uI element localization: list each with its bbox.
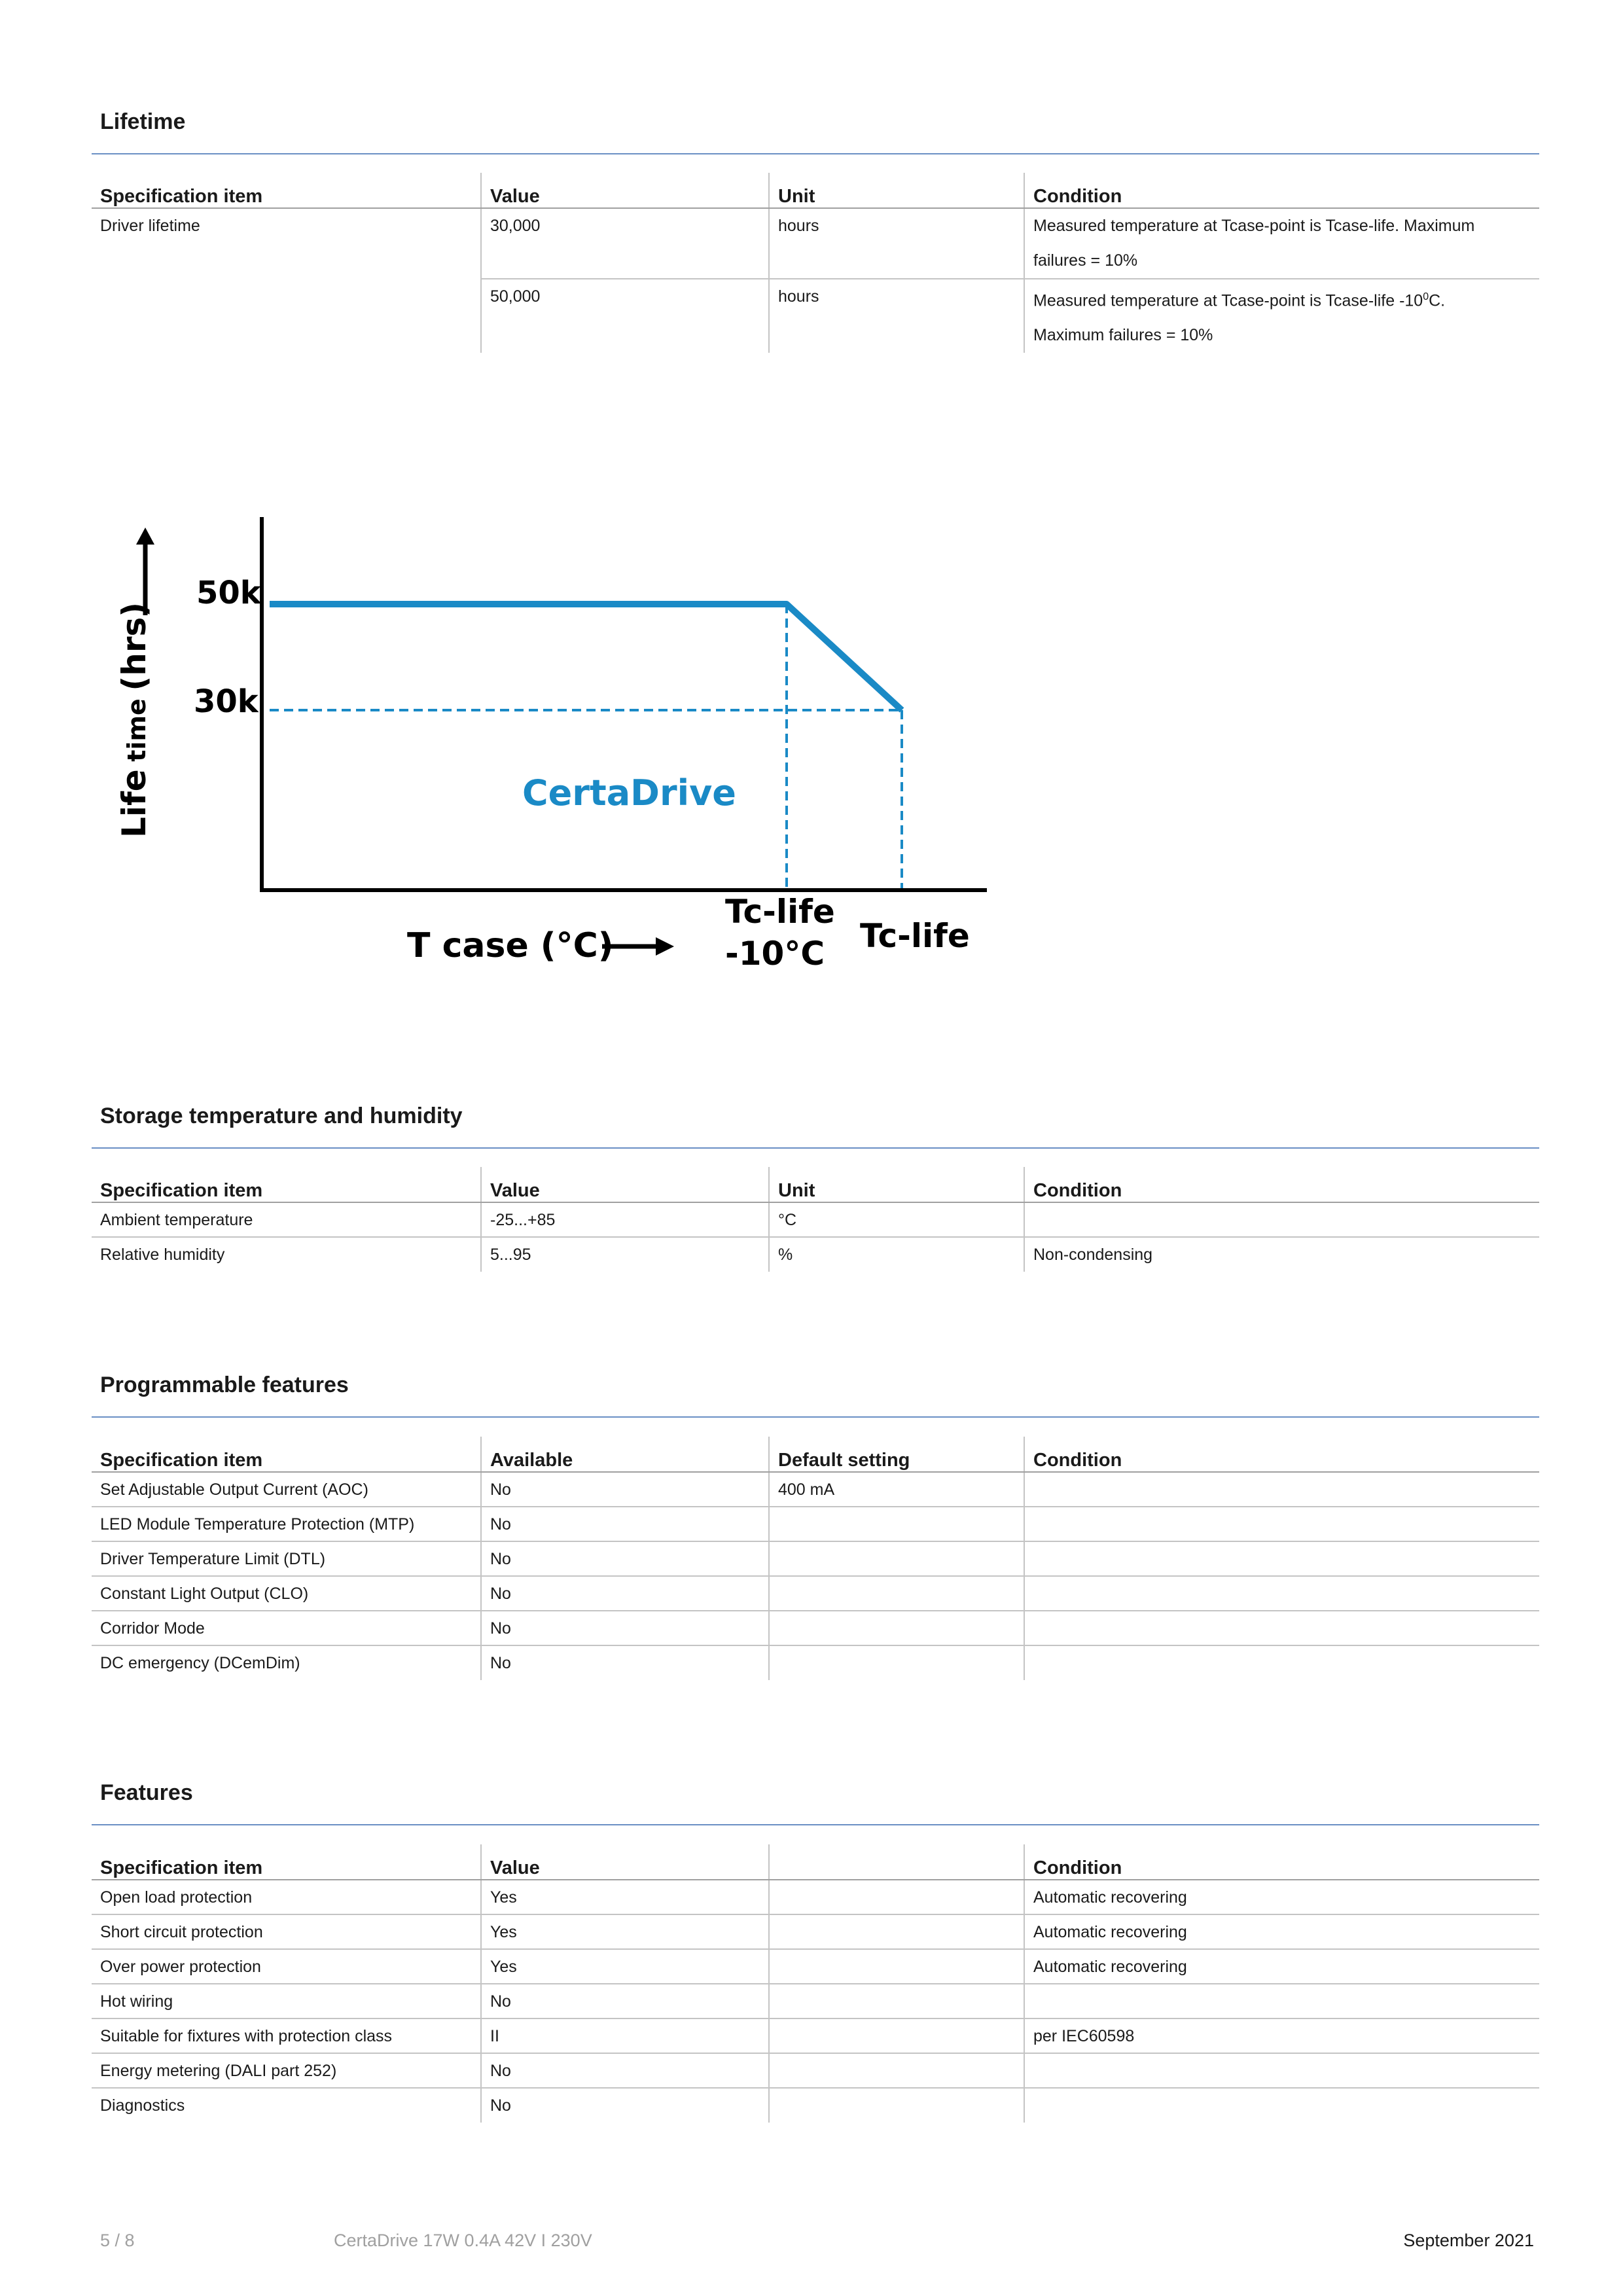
y-tick-label: 30k — [194, 683, 259, 720]
header-default: Default setting — [769, 1437, 1024, 1472]
cell-condition — [1024, 2053, 1539, 2088]
cell-extra — [769, 1949, 1024, 1984]
cell-extra — [769, 2018, 1024, 2053]
cell-value-text: 50,000 — [490, 287, 541, 306]
x-tick-label: -10°C — [725, 935, 825, 973]
condition-text: Measured temperature at Tcase-point is Tcase-life -10 — [1033, 291, 1423, 310]
table-header-row — [92, 1844, 1539, 1880]
cell-condition — [1024, 208, 1539, 279]
y-label-main: Life — [115, 769, 153, 838]
cell-unit — [769, 208, 1024, 279]
y-axis-label — [115, 602, 153, 838]
condition-line: failures = 10% — [1033, 251, 1138, 270]
table-row — [92, 1472, 1539, 1507]
page-number: 5 / 8 — [100, 2231, 135, 2250]
publication-date: September 2021 — [1403, 2231, 1534, 2250]
lifetime-table — [92, 173, 1539, 353]
table-row — [92, 1880, 1539, 1914]
cell-value: No — [481, 1472, 769, 1507]
table-row — [92, 1645, 1539, 1680]
cell-item: Relative humidity — [100, 1246, 225, 1264]
cell-default — [769, 1576, 1024, 1611]
table-row — [92, 2018, 1539, 2053]
cell-extra — [769, 1880, 1024, 1914]
cell-condition — [1024, 1984, 1539, 2018]
condition-text: C. — [1429, 291, 1446, 310]
table-row — [92, 1237, 1539, 1272]
cell-value: Yes — [481, 1880, 769, 1914]
superscript: 0 — [1423, 291, 1429, 302]
header-value: Value — [481, 1844, 769, 1880]
brand-label: CertaDrive — [522, 772, 736, 814]
cell-default — [769, 1645, 1024, 1680]
cell-value: No — [481, 1576, 769, 1611]
header-spec-item: Specification item — [92, 1844, 481, 1880]
cell-value: II — [481, 2018, 769, 2053]
cell-condition — [1024, 1541, 1539, 1576]
header-condition: Condition — [1024, 1844, 1539, 1880]
cell-condition — [1024, 1576, 1539, 1611]
cell-value — [481, 208, 769, 279]
svg-text:Life time (hrs) — [115, 602, 153, 838]
cell-item: Corridor Mode — [92, 1611, 481, 1645]
cell-item: Hot wiring — [92, 1984, 481, 2018]
cell-item — [92, 279, 481, 353]
cell-condition: Automatic recovering — [1024, 1880, 1539, 1914]
cell-item: Diagnostics — [100, 2096, 185, 2115]
header-empty — [769, 1844, 1024, 1880]
table-header-row — [92, 1167, 1539, 1202]
table-row — [92, 1202, 1539, 1237]
y-tick-label: 50k — [196, 575, 261, 611]
cell-value: No — [481, 1645, 769, 1680]
cell-default: 400 mA — [769, 1472, 1024, 1507]
cell-item: Constant Light Output (CLO) — [92, 1576, 481, 1611]
table-row — [92, 1507, 1539, 1541]
cell-item-text: Driver lifetime — [100, 217, 200, 235]
cell-item: Energy metering (DALI part 252) — [92, 2053, 481, 2088]
y-label-small: time — [122, 698, 151, 762]
cell-condition — [1024, 1507, 1539, 1541]
table-row — [92, 1914, 1539, 1949]
header-spec-item: Specification item — [92, 1437, 481, 1472]
header-condition: Condition — [1024, 173, 1539, 208]
cell-value: No — [481, 1507, 769, 1541]
cell-condition: Non-condensing — [1024, 1237, 1539, 1272]
product-name: CertaDrive 17W 0.4A 42V I 230V — [334, 2231, 592, 2250]
table-row — [92, 2053, 1539, 2088]
cell-extra — [769, 2053, 1024, 2088]
series-line — [270, 604, 902, 710]
cell-condition — [1024, 1472, 1539, 1507]
y-label-arrow-head — [136, 528, 154, 545]
cell-condition — [1024, 1202, 1539, 1237]
condition-line: Measured temperature at Tcase-point is Tcase-life. Maximum — [1033, 217, 1475, 235]
cell-value — [481, 279, 769, 353]
header-condition: Condition — [1024, 1437, 1539, 1472]
cell-condition — [1024, 279, 1539, 353]
cell-value: No — [481, 1611, 769, 1645]
cell-unit: °C — [769, 1202, 1024, 1237]
cell-value: No — [481, 2088, 769, 2123]
features-table — [92, 1844, 1539, 2123]
cell-item: DC emergency (DCemDim) — [100, 1654, 300, 1672]
section-rule — [92, 1416, 1539, 1418]
table-row — [92, 208, 1539, 279]
cell-value: 5...95 — [481, 1237, 769, 1272]
section-title-lifetime: Lifetime — [100, 109, 186, 134]
x-tick-label: Tc-life — [725, 893, 835, 931]
header-value: Value — [481, 1167, 769, 1202]
cell-extra — [769, 1984, 1024, 2018]
cell-condition: Automatic recovering — [1024, 1949, 1539, 1984]
cell-default — [769, 1611, 1024, 1645]
table-row — [92, 1611, 1539, 1645]
cell-unit — [769, 279, 1024, 353]
cell-default — [769, 1541, 1024, 1576]
cell-value: No — [481, 2053, 769, 2088]
cell-condition — [1024, 2088, 1539, 2123]
cell-condition: per IEC60598 — [1024, 2018, 1539, 2053]
table-header-row — [92, 1437, 1539, 1472]
cell-value: Yes — [481, 1949, 769, 1984]
cell-value-text: 30,000 — [490, 217, 541, 235]
condition-line: Maximum failures = 10% — [1033, 326, 1213, 345]
table-row — [92, 279, 1539, 353]
cell-unit-text: hours — [778, 217, 819, 235]
table-row — [92, 1949, 1539, 1984]
cell-value: No — [481, 1541, 769, 1576]
cell-item: Ambient temperature — [92, 1202, 481, 1237]
table-row — [92, 1576, 1539, 1611]
cell-item: Over power protection — [92, 1949, 481, 1984]
cell-item — [92, 208, 481, 279]
table-header-row — [92, 173, 1539, 208]
cell-extra — [769, 1914, 1024, 1949]
programmable-table — [92, 1437, 1539, 1680]
cell-item: Short circuit protection — [92, 1914, 481, 1949]
cell-item: Open load protection — [92, 1880, 481, 1914]
cell-condition — [1024, 1611, 1539, 1645]
section-title-programmable: Programmable features — [100, 1372, 349, 1397]
lifetime-chart — [98, 497, 1014, 995]
header-unit: Unit — [769, 1167, 1024, 1202]
x-axis-label: T case (°C) — [407, 926, 614, 965]
section-rule — [92, 1824, 1539, 1825]
storage-table — [92, 1167, 1539, 1272]
header-condition: Condition — [1024, 1167, 1539, 1202]
cell-value: No — [481, 1984, 769, 2018]
cell-unit-text: hours — [778, 287, 819, 306]
header-spec-item: Specification item — [92, 1167, 481, 1202]
x-label-arrow-head — [656, 937, 674, 956]
cell-value: -25...+85 — [481, 1202, 769, 1237]
cell-unit: % — [769, 1237, 1024, 1272]
x-tick-label: Tc-life — [860, 917, 970, 955]
table-row — [92, 1984, 1539, 2018]
header-spec-item: Specification item — [92, 173, 481, 208]
section-rule — [92, 1147, 1539, 1149]
section-rule — [92, 153, 1539, 154]
header-unit: Unit — [769, 173, 1024, 208]
header-value: Value — [481, 173, 769, 208]
header-available: Available — [481, 1437, 769, 1472]
y-label-unit: (hrs) — [115, 601, 153, 691]
cell-item: Driver Temperature Limit (DTL) — [92, 1541, 481, 1576]
table-row — [92, 2088, 1539, 2123]
table-row — [92, 1541, 1539, 1576]
cell-condition — [1024, 1645, 1539, 1680]
cell-item: LED Module Temperature Protection (MTP) — [92, 1507, 481, 1541]
section-title-features: Features — [100, 1780, 193, 1805]
cell-item: Suitable for fixtures with protection class — [92, 2018, 481, 2053]
cell-extra — [769, 2088, 1024, 2123]
cell-value: Yes — [481, 1914, 769, 1949]
condition-line — [1033, 279, 1531, 318]
section-title-storage: Storage temperature and humidity — [100, 1103, 463, 1128]
cell-condition: Automatic recovering — [1024, 1914, 1539, 1949]
cell-item: Set Adjustable Output Current (AOC) — [92, 1472, 481, 1507]
cell-default — [769, 1507, 1024, 1541]
